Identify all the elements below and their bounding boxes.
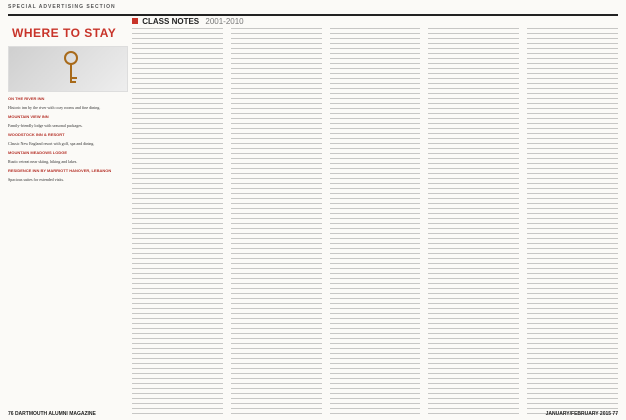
column [132, 28, 223, 418]
column [428, 28, 519, 418]
sidebar-block: WOODSTOCK INN & RESORT Classic New England resort with golf, spa and dining. [8, 132, 95, 146]
folio-left: 76 DARTMOUTH ALUMNI MAGAZINE [8, 411, 96, 417]
class-notes-columns [132, 28, 618, 418]
sidebar-block: RESIDENCE INN BY MARRIOTT HANOVER, LEBANON Spacious suites for extended visits. [8, 168, 112, 182]
sidebar-block: MOUNTAIN MEADOWS LODGE Rustic retreat near skiing, hiking and lakes. [8, 150, 78, 164]
class-notes-title: CLASS NOTES 2001-2010 [132, 17, 244, 26]
folio-right: JANUARY/FEBRUARY 2015 77 [545, 411, 618, 417]
column [527, 28, 618, 418]
key-photo [8, 46, 128, 92]
header-rule [8, 14, 618, 16]
column [330, 28, 421, 418]
sidebar-block: MOUNTAIN VIEW INN Family-friendly lodge with seasonal packages. [8, 114, 83, 128]
column [231, 28, 322, 418]
sidebar-block: ON THE RIVER INN Historic inn by the river with cozy rooms and fine dining. [8, 96, 101, 110]
key-icon [61, 51, 81, 87]
section-label: SPECIAL ADVERTISING SECTION [8, 4, 116, 10]
sidebar [8, 20, 130, 182]
sidebar-title: WHERE TO STAY [12, 26, 117, 40]
flag-icon [132, 18, 138, 24]
